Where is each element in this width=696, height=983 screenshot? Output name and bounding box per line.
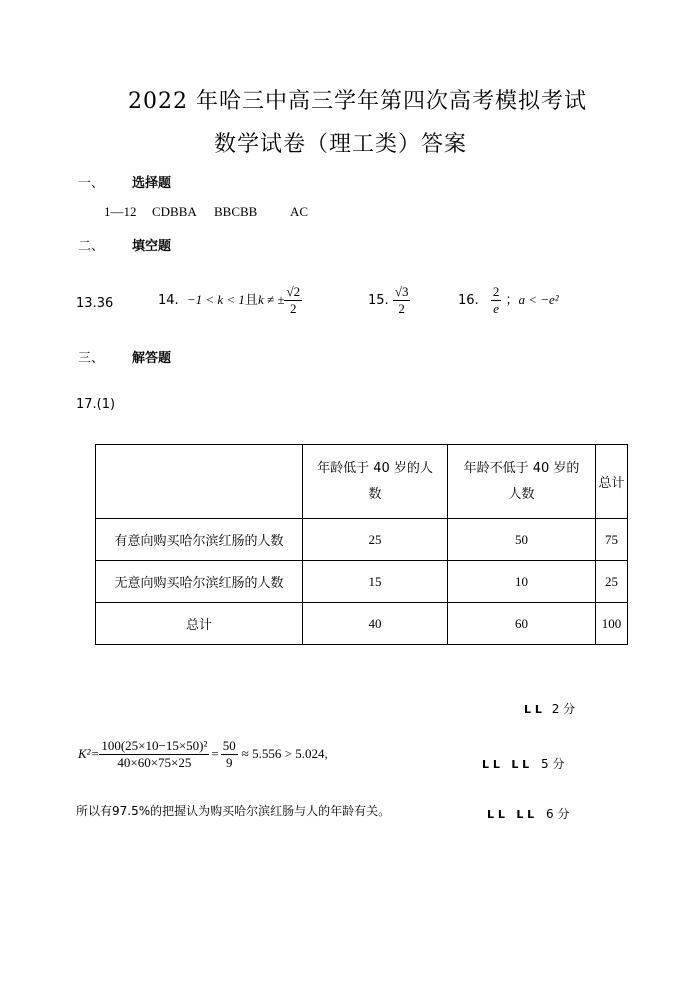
section2-number: 二、 xyxy=(78,239,105,254)
q13-value: 36 xyxy=(96,296,114,311)
score-mark-2: L L L L 5 分 xyxy=(482,757,565,771)
conclusion-text: 所以有97.5%的把握认为购买哈尔滨红肠与人的年龄有关。 xyxy=(76,804,391,818)
section3-title: 解答题 xyxy=(132,351,172,366)
q13-label: 13. xyxy=(76,296,97,311)
section1-title: 选择题 xyxy=(132,176,172,191)
cell: 15 xyxy=(303,561,448,603)
section3-number: 三、 xyxy=(78,351,105,366)
q16-cond: a < −e² xyxy=(518,292,559,307)
section2-title: 填空题 xyxy=(132,239,172,254)
q14-fraction: $\frac{√2}{2}$ xyxy=(286,284,301,316)
table-header-under40: 年龄低于 40 岁的人数 xyxy=(303,445,448,519)
table-row xyxy=(96,561,628,603)
q15-answer xyxy=(368,284,410,317)
title-line-2: 数学试卷（理工类）答案 xyxy=(214,132,468,157)
table-row xyxy=(96,603,628,645)
q16-answer xyxy=(458,284,559,317)
table-header-over40: 年龄不低于 40 岁的人数 xyxy=(448,445,596,519)
formula-eq: = xyxy=(211,746,219,761)
cell: 75 xyxy=(596,519,628,561)
cell: 60 xyxy=(448,603,596,645)
cell: 40 xyxy=(303,603,448,645)
q15-fraction: $\frac{√3}{2}$ xyxy=(394,284,409,316)
row-label: 有意向购买哈尔滨红肠的人数 xyxy=(96,519,303,561)
q14-range: −1 < k < 1 xyxy=(186,292,245,307)
table-header-row xyxy=(96,445,628,519)
mc-answers-2: BBCBB xyxy=(214,204,258,219)
q16-sep: ； xyxy=(505,293,519,308)
cell: 50 xyxy=(448,519,596,561)
row-label: 总计 xyxy=(96,603,303,645)
q17-label: 17.(1) xyxy=(76,397,116,412)
q16-label: 16. xyxy=(458,293,479,308)
title-line-1: 2022 年哈三中高三学年第四次高考模拟考试 xyxy=(128,89,587,114)
q14-answer xyxy=(158,284,302,317)
q14-label: 14. xyxy=(158,293,179,308)
formula-lhs: K²= xyxy=(78,746,100,761)
score-mark-3: L L L L 6 分 xyxy=(487,807,570,821)
table-row xyxy=(96,519,628,561)
cell: 25 xyxy=(303,519,448,561)
formula-main-fraction: $\frac{\text{100(25×10−15×50)²}}{40\times 60\times 75\times 25}$ xyxy=(101,738,208,770)
formula-result: ≈ 5.556 > 5.024, xyxy=(241,746,328,761)
table-header-total: 总计 xyxy=(596,445,628,519)
q15-label: 15. xyxy=(368,293,389,308)
k-square-formula xyxy=(78,738,328,771)
formula-simple-fraction: $\frac{50}{9}$ xyxy=(222,738,236,770)
mc-answers-1: CDBBA xyxy=(152,204,197,219)
table-header-empty xyxy=(96,445,303,519)
q13-answer xyxy=(76,296,113,311)
q14-and: 且 xyxy=(244,293,258,308)
cell: 10 xyxy=(448,561,596,603)
score-mark-1: L L 2 分 xyxy=(524,702,576,716)
row-label: 无意向购买哈尔滨红肠的人数 xyxy=(96,561,303,603)
mc-range: 1—12 xyxy=(104,204,137,219)
q16-fraction: $\frac{2}{e}$ xyxy=(492,284,500,316)
section1-number: 一、 xyxy=(78,176,105,191)
cell: 100 xyxy=(596,603,628,645)
mc-answers-3: AC xyxy=(290,204,309,219)
cell: 25 xyxy=(596,561,628,603)
contingency-table xyxy=(95,444,628,645)
q14-cond: k ≠ ± xyxy=(257,292,285,307)
